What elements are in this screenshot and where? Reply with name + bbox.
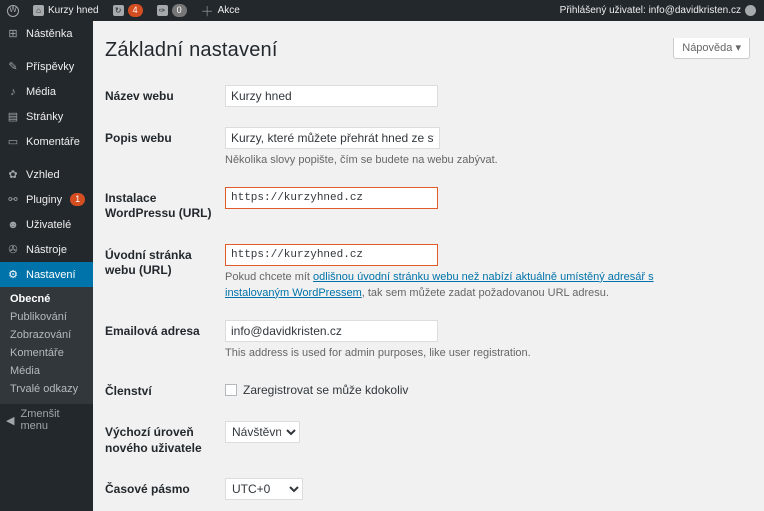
row-timezone	[93, 469, 764, 511]
default-role-select[interactable]	[225, 421, 300, 443]
submenu-item-reading[interactable]: Zobrazování	[10, 329, 72, 341]
adminbar-updates-count: 4	[128, 4, 143, 17]
label-timezone: Časové pásmo	[105, 482, 190, 497]
comment-icon: ▭	[7, 136, 19, 148]
label-tagline: Popis webu	[105, 130, 172, 145]
settings-submenu	[0, 287, 93, 404]
chevron-down-icon: ▾	[735, 42, 741, 54]
help-tab-button[interactable]	[673, 38, 750, 59]
sidebar-separator-2	[0, 154, 93, 162]
sidebar-item-comments[interactable]	[0, 129, 93, 154]
admin-email-input[interactable]	[225, 320, 438, 342]
avatar-icon	[745, 5, 756, 16]
sidebar-item-label: Nástěnka	[26, 27, 73, 40]
label-site-title: Název webu	[105, 89, 174, 103]
submenu-item-media[interactable]: Média	[10, 365, 40, 377]
sidebar-item-tools[interactable]	[0, 237, 93, 262]
submenu-item-general[interactable]: Obecné	[10, 293, 51, 305]
comment-bubble-icon: ✑	[157, 5, 168, 16]
sidebar-item-label: Komentáře	[26, 135, 80, 148]
site-url-desc-before: Pokud chcete mít	[225, 270, 314, 283]
admin-sidebar	[0, 21, 93, 511]
sidebar-item-settings[interactable]	[0, 262, 93, 287]
adminbar-new-label: Akce	[217, 5, 240, 16]
submenu-item-writing[interactable]: Publikování	[10, 311, 67, 323]
row-wordpress-url	[93, 178, 764, 235]
dashboard-icon: ⊞	[8, 28, 18, 40]
sidebar-item-label: Příspěvky	[26, 60, 75, 73]
membership-checkbox-row[interactable]	[225, 380, 754, 397]
label-site-url: Úvodní stránka webu (URL)	[105, 247, 192, 278]
sidebar-item-pages[interactable]	[0, 104, 93, 129]
label-wordpress-url: Instalace WordPressu (URL)	[105, 190, 212, 221]
sidebar-item-label: Média	[26, 85, 56, 98]
adminbar-wp-logo[interactable]	[0, 0, 26, 21]
label-membership: Členství	[105, 383, 152, 398]
admin-bar	[0, 0, 764, 21]
adminbar-comments-count: 0	[172, 4, 187, 17]
admin-email-description: This address is used for admin purposes, like user registration.	[225, 346, 531, 359]
label-default-role: Výchozí úroveň nového uživatele	[105, 425, 202, 455]
submenu-item-discussion[interactable]: Komentáře	[10, 347, 64, 359]
adminbar-comments[interactable]	[150, 0, 194, 21]
site-title-input[interactable]	[225, 85, 438, 107]
adminbar-updates[interactable]	[106, 0, 150, 21]
sidebar-item-label: Stránky	[26, 110, 64, 123]
plugins-update-badge: 1	[70, 193, 85, 206]
row-site-title	[93, 76, 764, 118]
sidebar-item-label: Nastavení	[26, 268, 76, 281]
row-membership	[93, 371, 764, 413]
sidebar-item-appearance[interactable]	[0, 162, 93, 187]
timezone-select[interactable]	[225, 478, 303, 500]
adminbar-account[interactable]	[553, 0, 764, 21]
row-admin-email	[93, 311, 764, 371]
home-icon: ⌂	[33, 5, 44, 16]
sidebar-item-label: Nástroje	[26, 243, 67, 256]
membership-checkbox[interactable]	[225, 384, 237, 396]
users-icon: ☻	[7, 218, 19, 231]
plus-icon: ＋	[200, 4, 214, 19]
collapse-arrow-icon: ◀	[6, 414, 15, 427]
sidebar-item-media[interactable]	[0, 79, 93, 104]
wordpress-logo-icon	[7, 5, 19, 17]
sidebar-item-label: Pluginy	[26, 193, 63, 206]
tagline-description: Několika slovy popište, čím se budete na webu zabývat.	[225, 153, 498, 166]
adminbar-site-name[interactable]	[26, 0, 106, 21]
row-tagline	[93, 118, 764, 178]
row-default-role	[93, 412, 764, 469]
content-area	[93, 21, 764, 511]
sidebar-item-plugins[interactable]	[0, 187, 93, 212]
updates-icon: ↻	[113, 5, 124, 16]
site-url-description	[225, 270, 655, 302]
sidebar-item-dashboard[interactable]	[0, 21, 93, 46]
help-tab-label: Nápověda	[682, 42, 733, 54]
media-icon: ♪	[10, 85, 16, 98]
plugin-icon: ⚯	[8, 194, 18, 206]
submenu-item-permalinks[interactable]: Trvalé odkazy	[10, 383, 79, 395]
adminbar-new-content[interactable]	[194, 0, 247, 21]
sidebar-separator-1	[0, 46, 93, 54]
appearance-icon: ✿	[8, 169, 18, 181]
site-url-input[interactable]	[225, 244, 438, 266]
row-site-url	[93, 235, 764, 311]
page-title: Základní nastavení	[105, 39, 278, 61]
pin-icon: ✎	[8, 61, 18, 73]
label-admin-email: Emailová adresa	[105, 323, 200, 338]
sidebar-item-label: Vzhled	[26, 168, 60, 181]
sidebar-item-users[interactable]	[0, 212, 93, 237]
site-url-desc-link[interactable]: odlišnou úvodní stránku webu než nabízí aktuálně umístěný adresář s instalovaným WordPressem	[225, 270, 654, 299]
collapse-menu-button[interactable]	[0, 408, 93, 432]
site-url-desc-after: , tak sem můžete zadat požadovanou URL adresu.	[361, 286, 609, 299]
adminbar-site-name-label: Kurzy hned	[48, 5, 99, 16]
tools-icon: ✇	[8, 244, 18, 256]
settings-gear-icon: ⚙	[8, 269, 18, 281]
collapse-menu-label: Zmenšit menu	[20, 408, 60, 432]
wordpress-url-input[interactable]	[225, 187, 438, 209]
adminbar-greeting: Přihlášený uživatel: info@davidkristen.cz	[559, 5, 741, 16]
sidebar-item-label: Uživatelé	[26, 218, 72, 231]
general-settings-form	[93, 76, 764, 511]
sidebar-item-posts[interactable]	[0, 54, 93, 79]
membership-checkbox-label: Zaregistrovat se může kdokoliv	[243, 382, 409, 397]
tagline-input[interactable]	[225, 127, 440, 149]
page-icon: ▤	[7, 111, 19, 123]
